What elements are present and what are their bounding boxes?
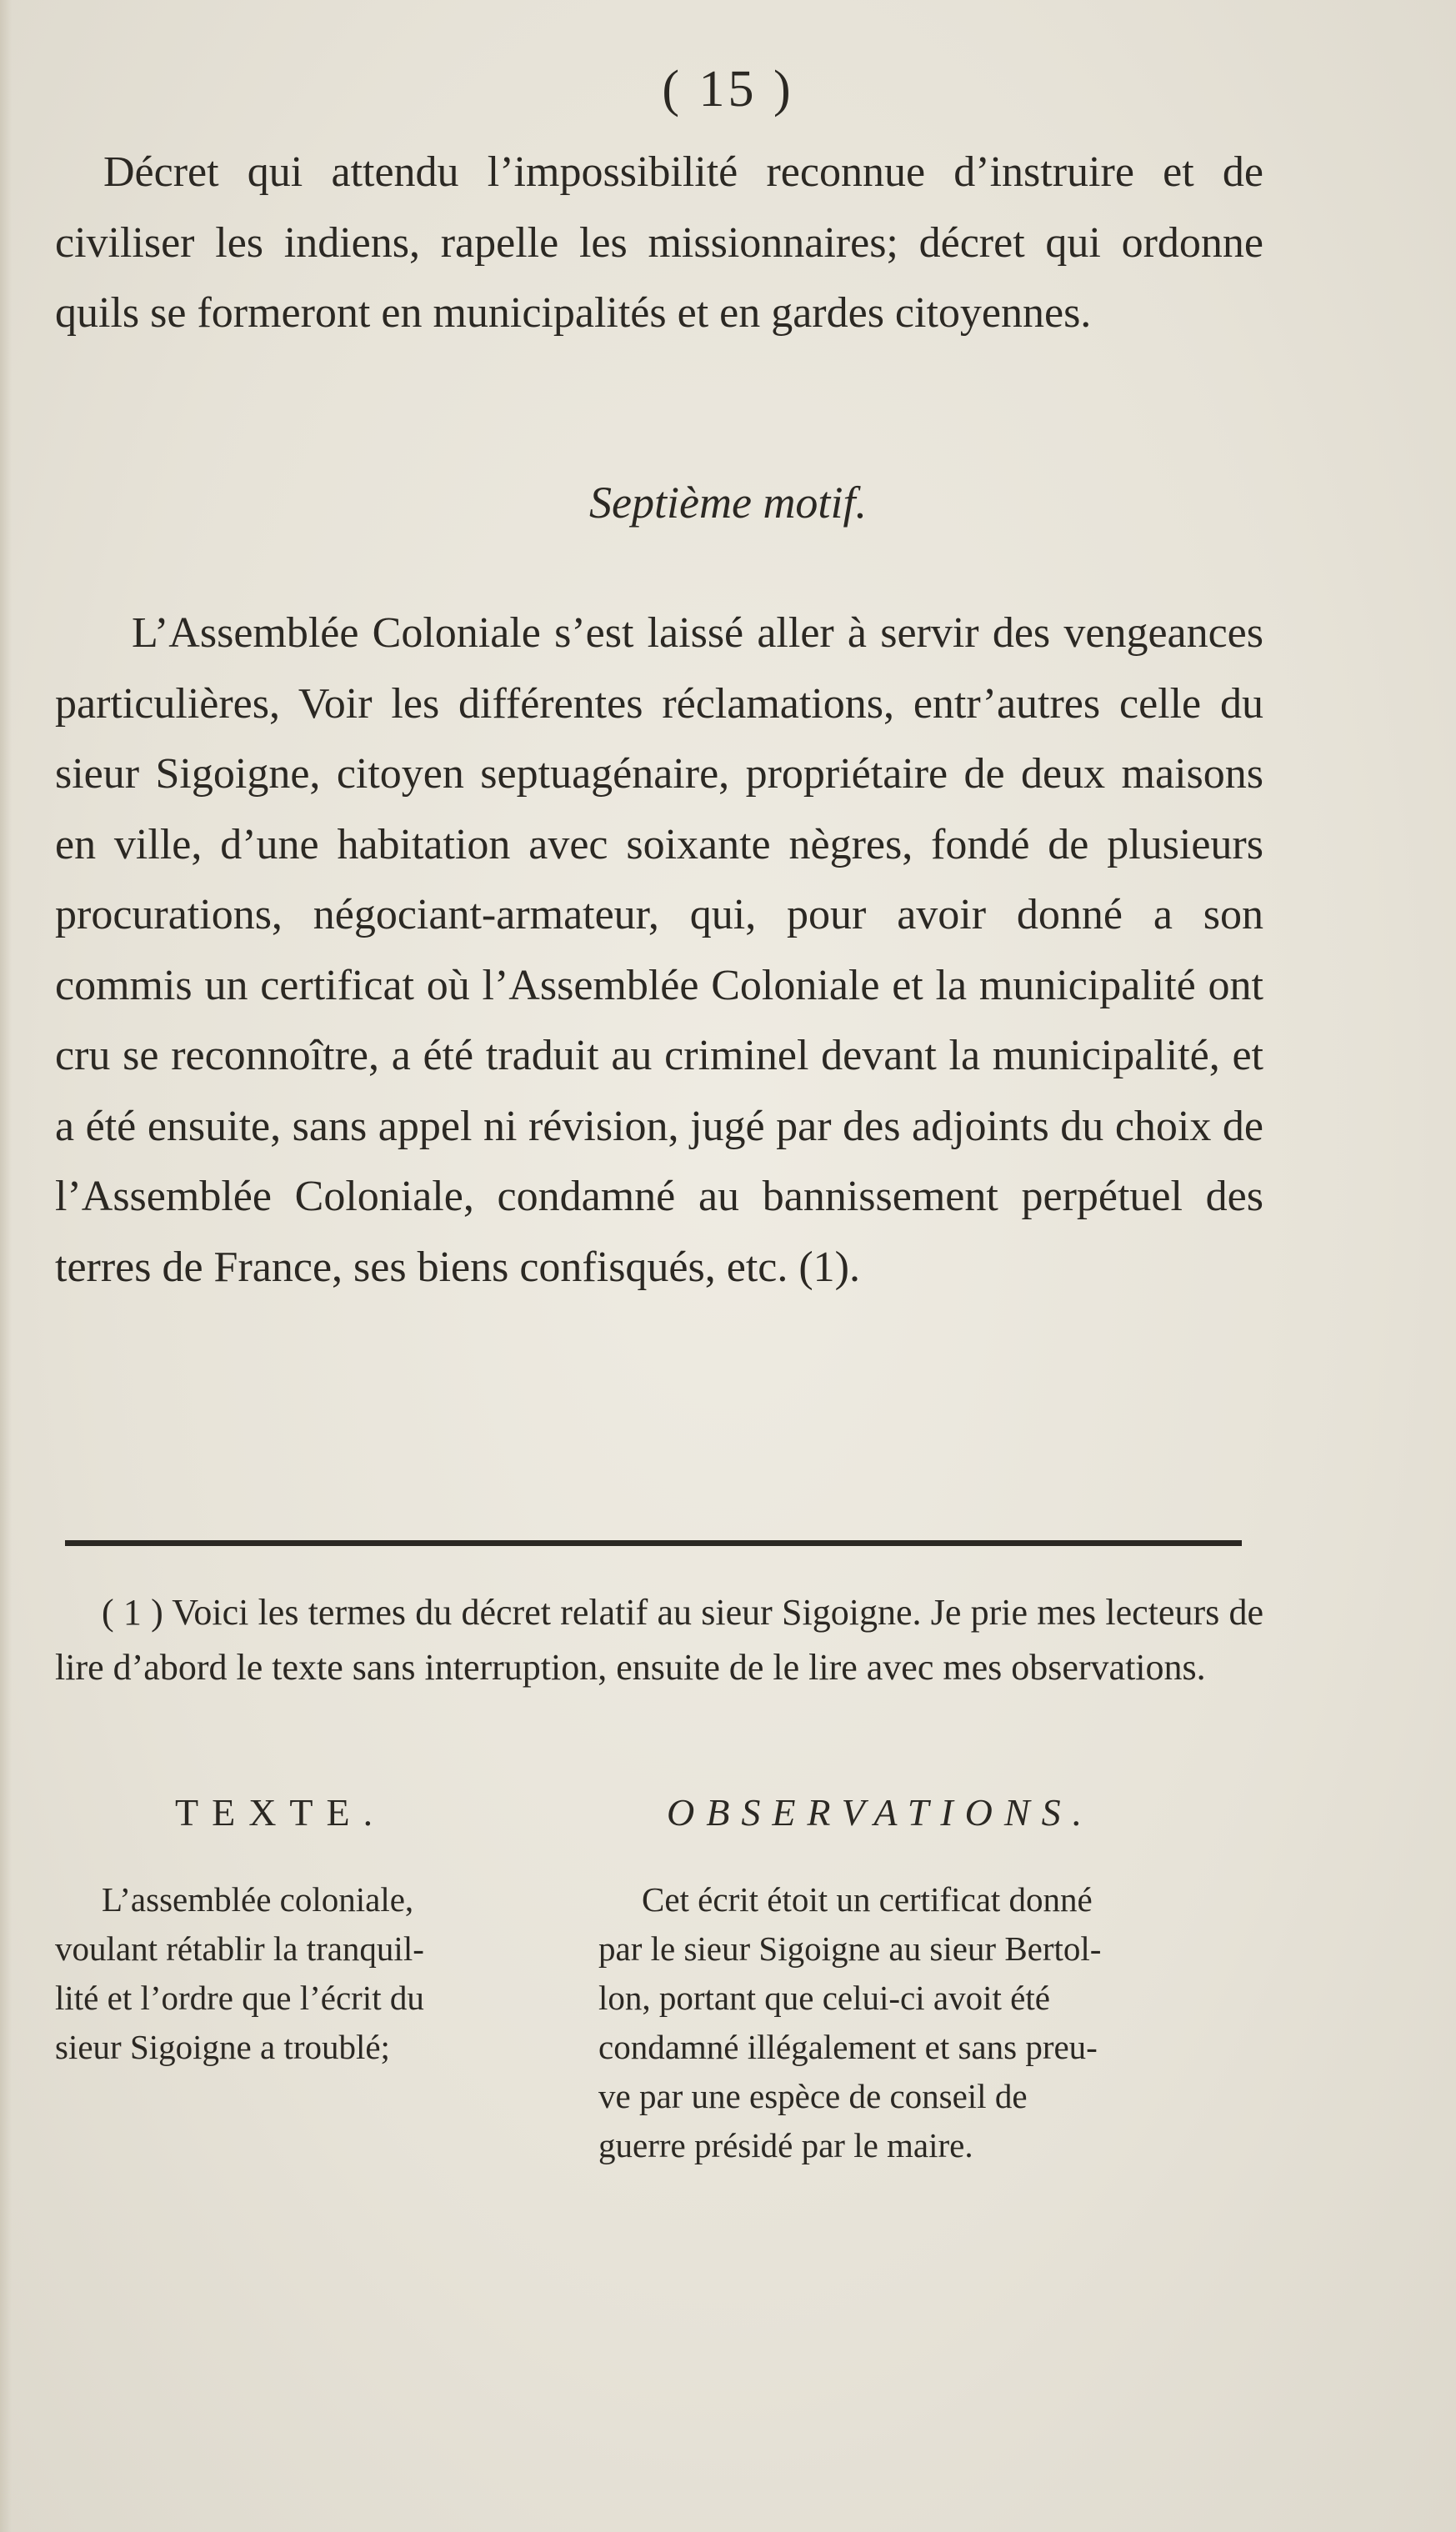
footnote-intro: ( 1 ) Voici les termes du décret relatif au sieur Sigoigne. Je prie mes lecteurs de lire d’abord le texte sans interruption, ensuite de le lire avec mes observations. [55, 1592, 1263, 1688]
observations-column-line: par le sieur Sigoigne au sieur Bertol- [598, 1929, 1102, 1968]
observations-column [598, 1875, 1265, 2170]
text-column-line: sieur Sigoigne a troublé; [55, 2028, 390, 2066]
text-column-line: voulant rétablir la tranquil- [55, 1929, 424, 1968]
text-column-heading: TEXTE. [175, 1791, 387, 1834]
text-column [55, 1875, 555, 2072]
observations-column-heading: OBSERVATIONS. [667, 1791, 1094, 1834]
section-title: Septième motif. [589, 478, 867, 528]
paragraph-decree: Décret qui attendu l’impossibilité reconnue d’instruire et de civiliser les indiens, rapelle les missionnaires; décret qui ordonne quils se formeront en municipalités et en gardes citoyennes. [55, 148, 1263, 337]
paragraph-seventh-motive: L’Assemblée Coloniale s’est laissé aller à servir des vengeances particulières, Voir les différentes réclamations, entr’autres celle du sieur Sigoigne, citoyen septuagénaire, propriétaire de deux maisons en ville, d’une habitation avec soixante nègres, fondé de plusieurs procurations, négociant-armateur, qui, pour avoir donné a son commis un certificat où l’Assemblée Coloniale et la municipalité ont cru se reconnoître, a été traduit au criminel devant la municipalité, et a été ensuite, sans appel ni révision, jugé par des adjoints du choix de l’Assemblée Coloniale, condamné au bannissement perpétuel des terres de France, ses biens confisqués, etc. (1). [55, 609, 1263, 1291]
observations-column-line: lon, portant que celui-ci avoit été [598, 1979, 1050, 2017]
observations-column-line: ve par une espèce de conseil de [598, 2077, 1028, 2115]
footnote-divider [65, 1540, 1242, 1546]
text-column-line: L’assemblée coloniale, [102, 1880, 414, 1919]
page-number: ( 15 ) [662, 61, 794, 118]
observations-column-line: Cet écrit étoit un certificat donné [642, 1880, 1093, 1919]
page-edge-shadow [0, 0, 12, 2532]
observations-column-line: guerre présidé par le maire. [598, 2126, 973, 2164]
text-column-line: lité et l’ordre que l’écrit du [55, 1979, 424, 2017]
observations-column-line: condamné illégalement et sans preu- [598, 2028, 1098, 2066]
